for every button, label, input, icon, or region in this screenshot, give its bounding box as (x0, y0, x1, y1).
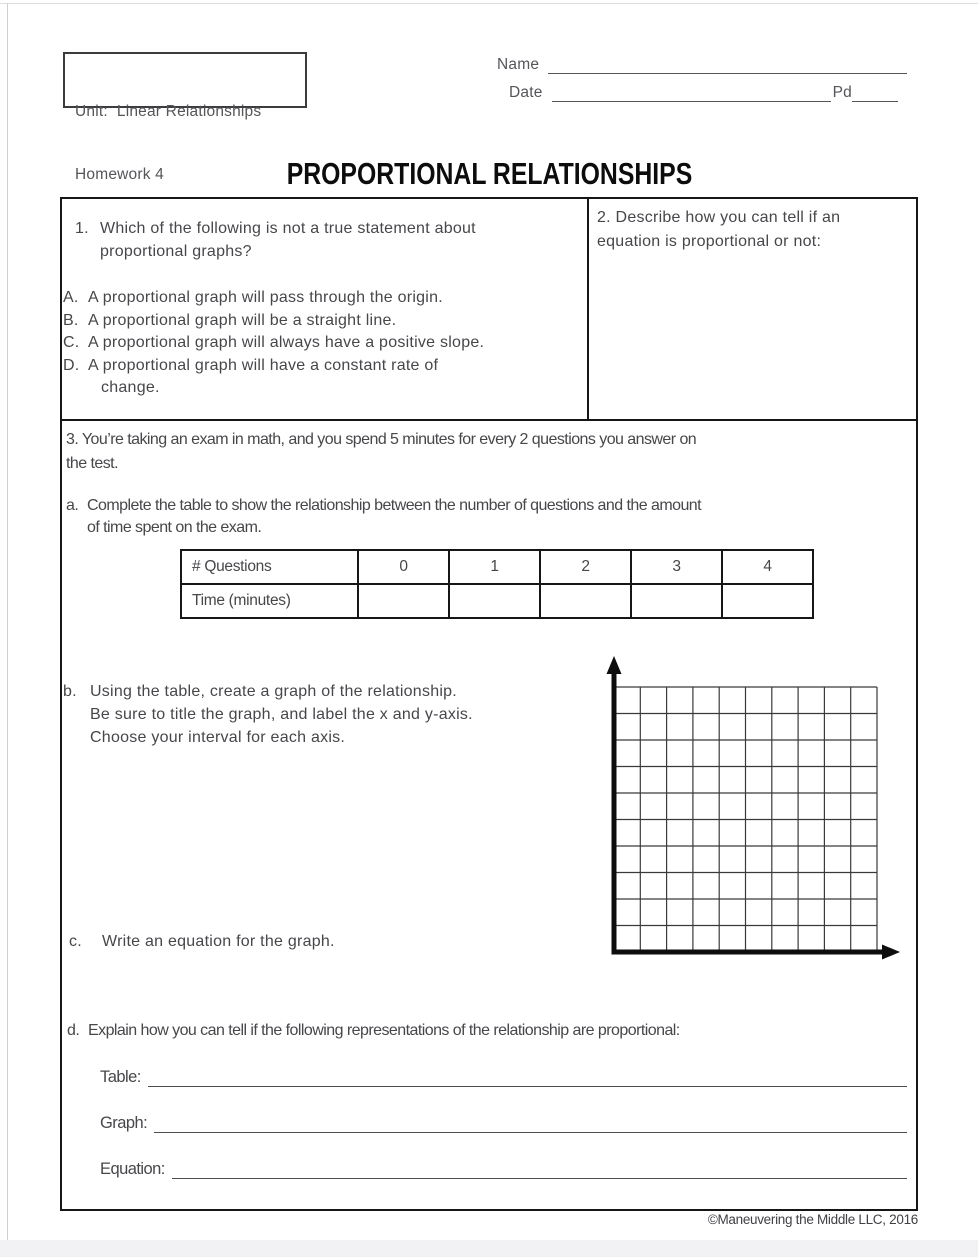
equation-answer-blank-line (172, 1158, 907, 1179)
answer-row-equation (100, 1155, 907, 1179)
graph-axes (612, 670, 887, 955)
table-cell: 4 (722, 550, 813, 584)
name-label: Name (497, 56, 540, 73)
questions-time-table (180, 549, 814, 619)
question-3-part-c: c. Write an equation for the graph. (69, 933, 335, 950)
question-3-intro: 3. You’re taking an exam in math, and you spend 5 minutes for every 2 questions you answer on the test. (66, 431, 697, 472)
table-cell: 2 (540, 550, 631, 584)
graph-answer-label: Graph: (100, 1114, 148, 1132)
question-2: 2. Describe how you can tell if an equation is proportional or not: (597, 209, 841, 250)
table-row-questions (181, 550, 813, 584)
table-blank-cell (449, 584, 540, 618)
unit-label: Unit: Linear Relationships (75, 103, 262, 120)
table-header-time: Time (minutes) (181, 584, 358, 618)
worksheet-title-wrap (0, 156, 978, 192)
blank-graph-grid (598, 654, 908, 964)
answer-row-table (100, 1063, 907, 1087)
table-blank-cell (540, 584, 631, 618)
homework-label: Homework 4 (75, 166, 164, 183)
table-header-questions: # Questions (181, 550, 358, 584)
table-answer-label: Table: (100, 1068, 141, 1086)
name-blank-line (548, 55, 907, 74)
question-3-part-b: b. Using the table, create a graph of the relationship. Be sure to title the graph, and label the x and y-axis. Choose your interval for each axis. (63, 683, 473, 747)
worksheet-title: PROPORTIONAL RELATIONSHIPS (286, 156, 692, 191)
table-blank-cell (722, 584, 813, 618)
unit-homework-box (63, 52, 307, 183)
option-b: B. A proportional graph will be a straight line. (63, 311, 397, 329)
table-blank-cell (631, 584, 722, 618)
graph-answer-blank-line (154, 1112, 907, 1133)
question-1-number: 1. (75, 220, 89, 237)
table-cell: 0 (358, 550, 449, 584)
table-cell: 3 (631, 550, 722, 584)
q1-q2-divider (587, 199, 589, 420)
table-answer-blank-line (148, 1066, 907, 1087)
date-row (509, 81, 898, 102)
y-axis-arrow-icon (607, 656, 622, 674)
question-3-part-d: d. Explain how you can tell if the following representations of the relationship are proportional: (67, 1022, 680, 1039)
question-1-text: Which of the following is not a true statement about proportional graphs? (100, 220, 476, 260)
table-row-time (181, 584, 813, 618)
question-1-options (63, 287, 583, 400)
date-blank-line (552, 83, 831, 102)
question-1 (75, 217, 575, 263)
copyright-footer: ©Maneuvering the Middle LLC, 2016 (707, 1212, 918, 1227)
x-axis-arrow-icon (882, 945, 900, 960)
equation-answer-label: Equation: (100, 1160, 165, 1178)
answer-row-graph (100, 1109, 907, 1133)
table-cell: 1 (449, 550, 540, 584)
question-3-part-a: a. Complete the table to show the relationship between the number of questions and the amount of time spent on the exam. (66, 497, 702, 536)
pd-blank-line (852, 83, 898, 102)
section-divider (62, 419, 916, 421)
page-edge-top (0, 3, 978, 4)
option-c: C. A proportional graph will always have a positive slope. (63, 334, 485, 352)
pd-label: Pd (832, 84, 852, 101)
page-edge-bottom (0, 1240, 978, 1257)
option-d: D. A proportional graph will have a constant rate of change. (63, 356, 439, 397)
name-row (497, 53, 907, 74)
table-blank-cell (358, 584, 449, 618)
option-a: A. A proportional graph will pass through the origin. (63, 289, 443, 306)
date-label: Date (509, 84, 543, 101)
